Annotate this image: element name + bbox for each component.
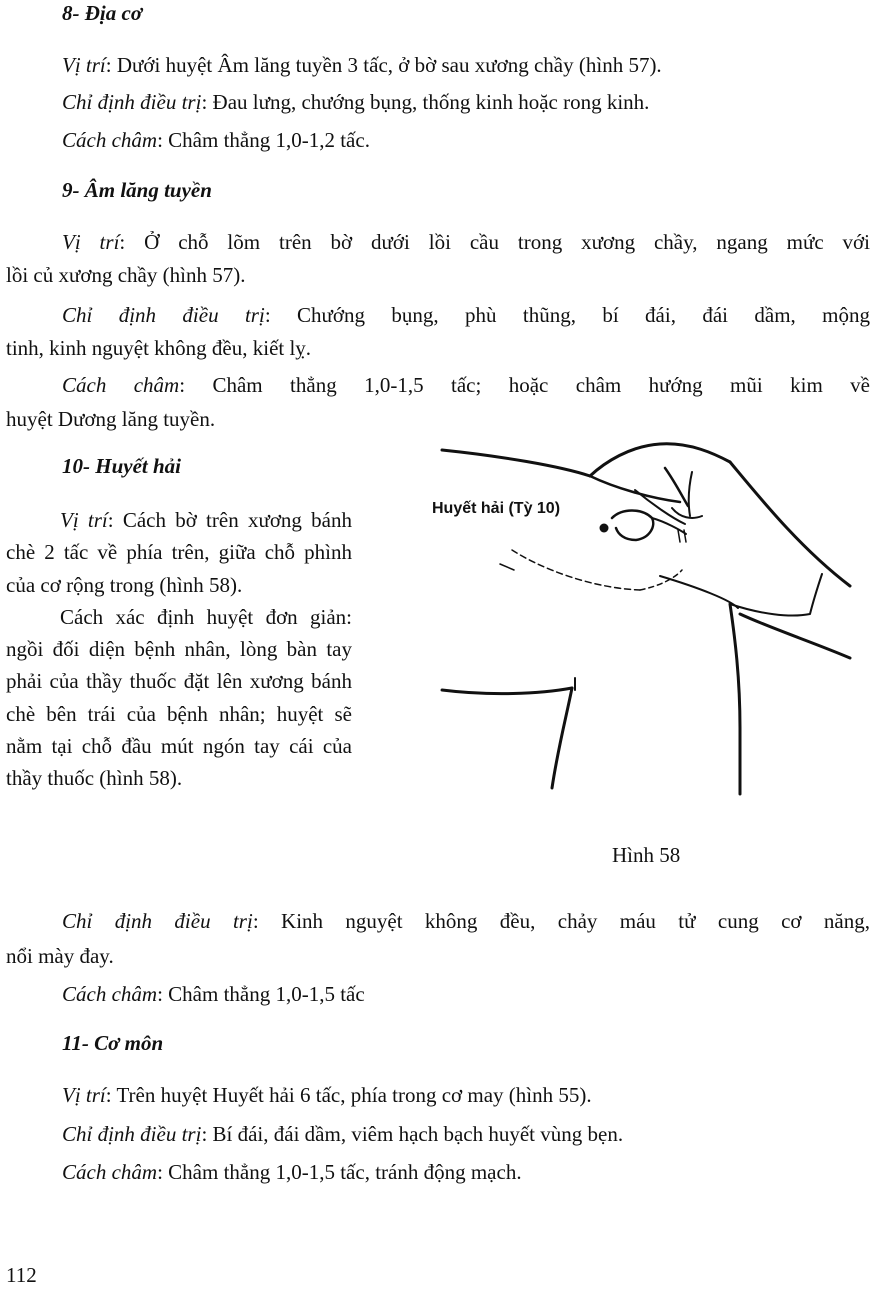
page-number: 112 (6, 1263, 37, 1287)
chidinh-label: Chỉ định điều trị (62, 1122, 202, 1146)
cacham-text: : Châm thẳng 1,0-1,2 tấc. (157, 128, 370, 152)
section-9-chidinh-line2: tinh, kinh nguyệt không đều, kiết lỵ. (6, 336, 312, 360)
section-10-cacham (62, 981, 365, 1007)
section-8-chidinh (62, 89, 649, 115)
cacham-text: : Châm thẳng 1,0-1,5 tấc, tránh động mạch. (157, 1160, 522, 1184)
section-10-xacdinh: Cách xác định huyệt đơn giản: ngồi đối diện bệnh nhân, lòng bàn tay phải của thầy thuốc đặt lên xương bánh chè bên trái của bệnh nhân; huyệt sẽ nằm tại chỗ đầu mút ngón tay cái của thầy thuốc (hình 58). (6, 604, 352, 791)
chidinh-text: : Bí đái, đái dầm, viêm hạch bạch huyết vùng bẹn. (201, 1122, 624, 1146)
section-10-chidinh-line1 (62, 908, 870, 934)
vitri-label: Vị trí (62, 1083, 106, 1107)
section-9-vitri-line1 (62, 229, 870, 255)
section-11-vitri (62, 1082, 592, 1108)
section-8-cacham (62, 127, 370, 153)
section-11-chidinh (62, 1121, 623, 1147)
vitri-text: : Dưới huyệt Âm lăng tuyền 3 tấc, ở bờ sau xương chầy (hình 57). (105, 53, 662, 77)
acupoint-label: Huyết hải (Tỳ 10) (432, 500, 561, 517)
section-9-cacham-line2: huyệt Dương lăng tuyền. (6, 407, 216, 431)
section-10-column-text (6, 504, 352, 795)
vitri-text: : Cách bờ trên xương bánh chè 2 tấc về phía trên, giữa chỗ phình của cơ rộng trong (hình 58). (6, 508, 352, 597)
cacham-text: : Châm thẳng 1,0-1,5 tấc (157, 982, 365, 1006)
section-10-vitri (6, 504, 352, 601)
chidinh-label: Chỉ định điều trị (62, 303, 265, 327)
section-10-heading: 10- Huyết hải (62, 454, 181, 478)
chidinh-text: : Đau lưng, chướng bụng, thống kinh hoặc rong kinh. (201, 90, 650, 114)
acupoint-marker (600, 524, 609, 533)
cacham-text: : Châm thẳng 1,0-1,5 tấc; hoặc châm hướng mũi kim về (179, 373, 870, 397)
chidinh-text: : Chướng bụng, phù thũng, bí đái, đái dầm, mộng (264, 303, 870, 327)
vitri-label: Vị trí (62, 53, 106, 77)
knee-illustration (430, 438, 880, 800)
section-11-cacham (62, 1159, 522, 1185)
section-9-chidinh-line1 (62, 302, 870, 328)
vitri-text: : Ở chỗ lõm trên bờ dưới lồi cầu trong xương chầy, ngang mức với (119, 230, 870, 254)
section-11-heading: 11- Cơ môn (62, 1031, 164, 1055)
section-9-vitri-line2: lồi củ xương chầy (hình 57). (6, 263, 246, 287)
section-9-cacham-line1 (62, 372, 870, 398)
section-10-chidinh-line2: nổi mày đay. (6, 944, 114, 968)
vitri-label: Vị trí (62, 230, 120, 254)
cacham-label: Cách châm (62, 373, 180, 397)
section-9-heading: 9- Âm lăng tuyền (62, 178, 212, 202)
vitri-text: : Trên huyệt Huyết hải 6 tấc, phía trong cơ may (hình 55). (105, 1083, 592, 1107)
figure-caption: Hình 58 (612, 843, 681, 867)
section-8-heading: 8- Địa cơ (62, 1, 143, 25)
chidinh-label: Chỉ định điều trị (62, 90, 202, 114)
chidinh-text: : Kinh nguyệt không đều, chảy máu tử cung cơ năng, (252, 909, 870, 933)
cacham-label: Cách châm (62, 1160, 158, 1184)
chidinh-label: Chỉ định điều trị (62, 909, 253, 933)
vitri-label: Vị trí (60, 508, 108, 532)
section-8-vitri (62, 52, 662, 78)
cacham-label: Cách châm (62, 128, 158, 152)
cacham-label: Cách châm (62, 982, 158, 1006)
